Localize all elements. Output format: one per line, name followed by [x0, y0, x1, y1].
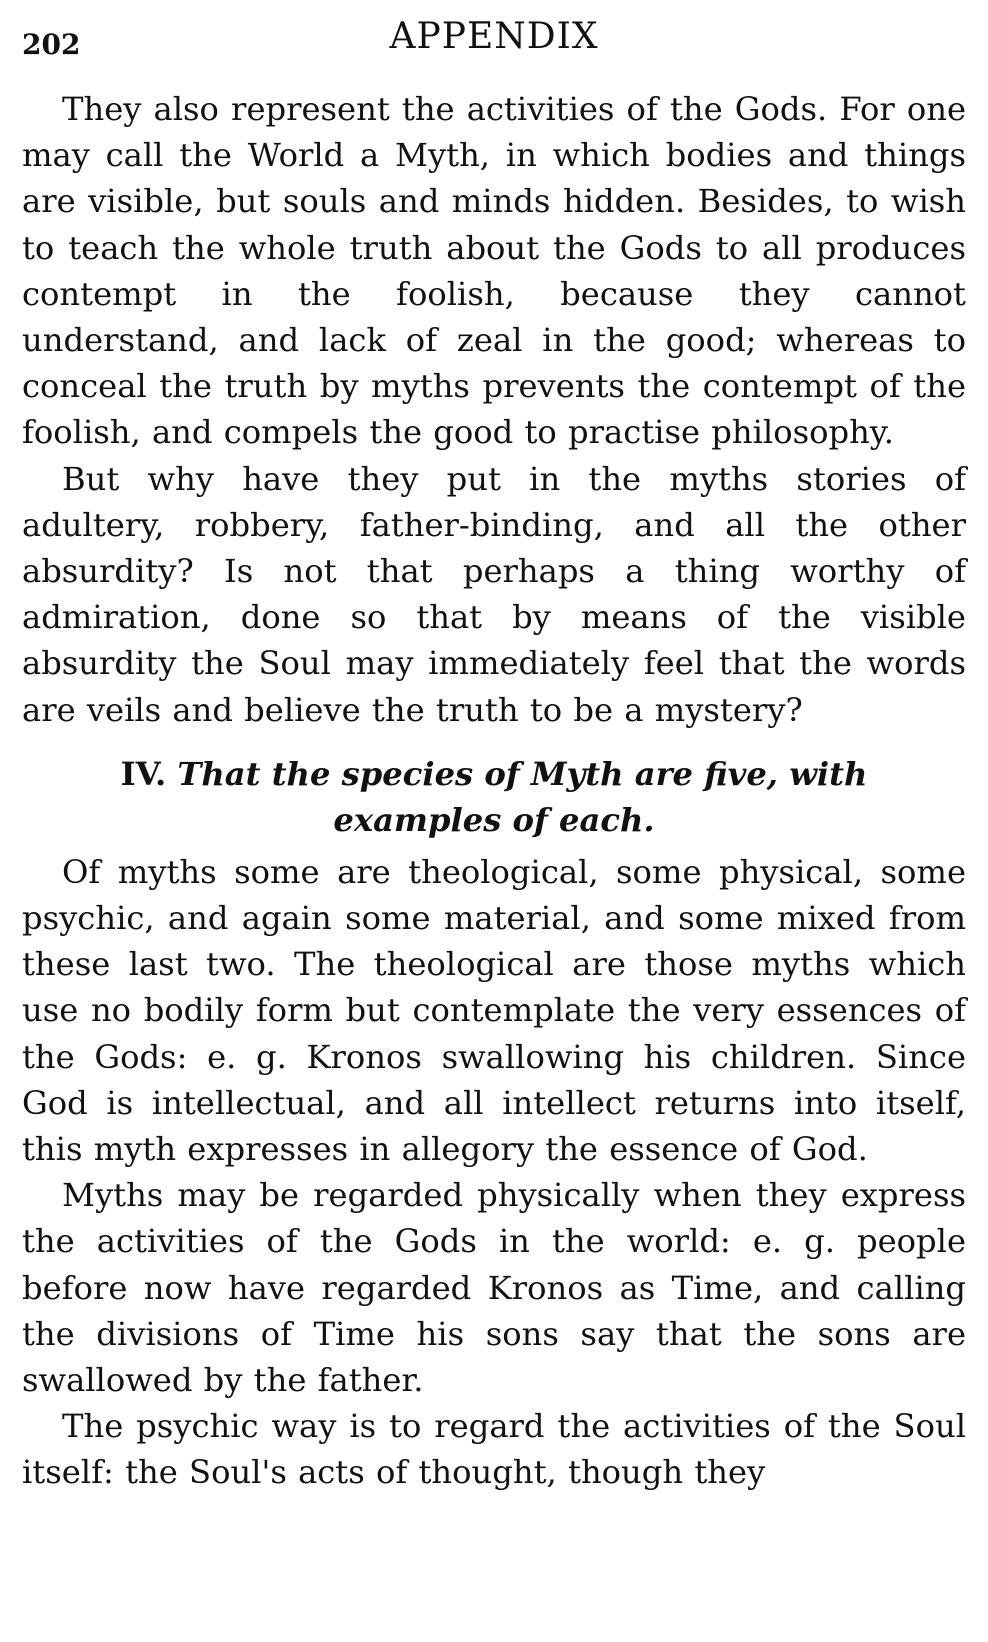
- body-text: [22, 86, 966, 1496]
- page-number: 202: [22, 28, 81, 61]
- running-head-title: APPENDIX: [389, 16, 599, 57]
- paragraph: Myths may be regarded physically when they express the activities of the Gods in the world: e. g. people before now have regarded Kronos as Time, and calling the divisions of Time his sons say that the sons are swallowed by the father.: [22, 1176, 966, 1400]
- paragraph: Of myths some are theological, some physical, some psychic, and again some material, and some mixed from these last two. The theological are those myths which use no bodily form but contemplate the very essences of the Gods: e. g. Kronos swallowing his children. Since God is intellectual, and all intellect returns into itself, this myth expresses in allegory the essence of God.: [22, 852, 966, 1169]
- running-head: [22, 12, 966, 62]
- paragraph: But why have they put in the myths stories of adultery, robbery, father-binding, and all the other absurdity? Is not that perhaps a thing worthy of admiration, done so that by means of the visible absurdity the Soul may immediately feel that the words are veils and believe the truth to be a mystery?: [22, 459, 966, 729]
- paragraph: The psychic way is to regard the activities of the Soul itself: the Soul's acts of thought, though they: [22, 1407, 966, 1492]
- section-heading: [62, 745, 926, 849]
- section-numeral: IV.: [120, 754, 167, 793]
- paragraph: They also represent the activities of the Gods. For one may call the World a Myth, in which bodies and things are visible, but souls and minds hidden. Besides, to wish to teach the whole truth about the Gods to all produces contempt in the foolish, because they cannot understand, and lack of zeal in the good; whereas to conceal the truth by myths prevents the contempt of the foolish, and compels the good to practise philosophy.: [22, 90, 966, 452]
- section-title: That the species of Myth are five, with examples of each.: [177, 754, 868, 839]
